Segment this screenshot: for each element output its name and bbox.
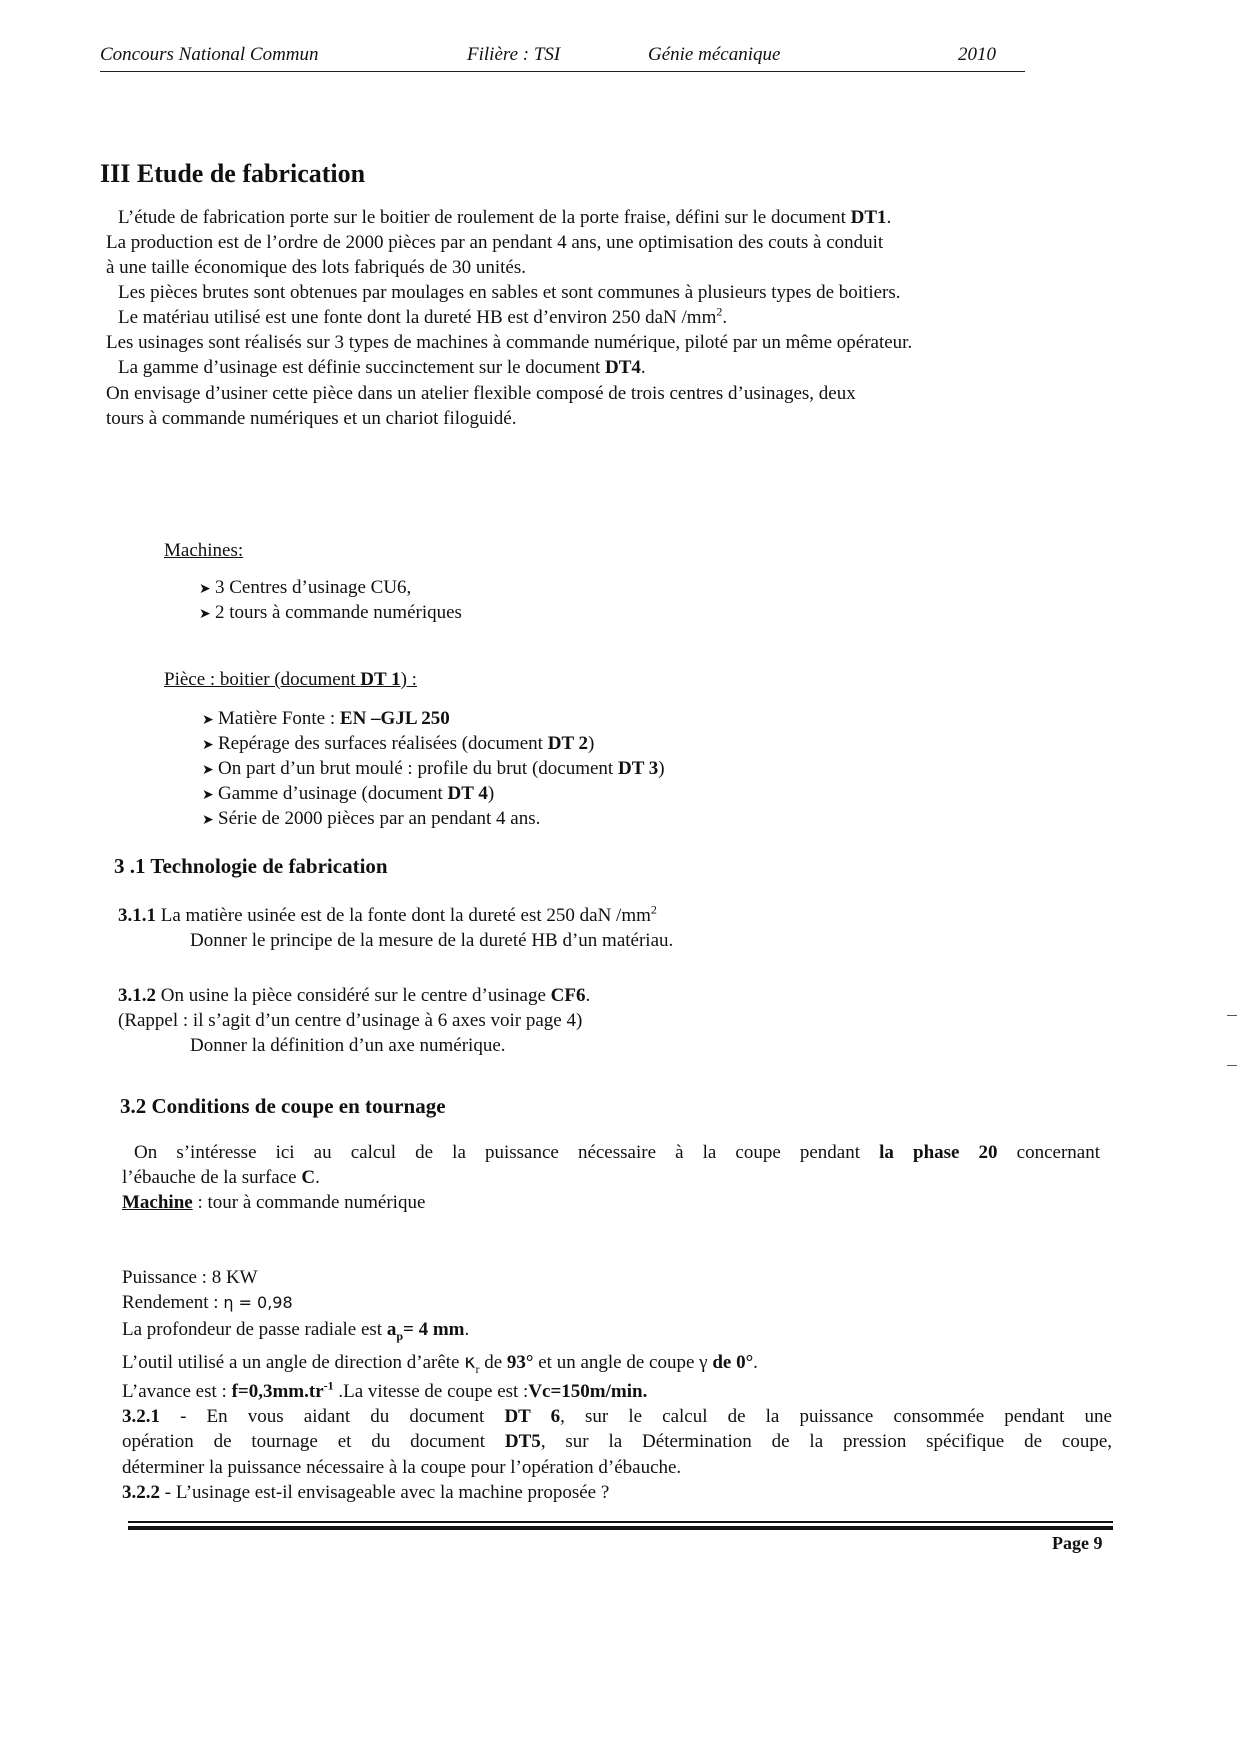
question-line: 3.1.2 On usine la pièce considéré sur le centre d’usinage CF6. [118, 985, 591, 1006]
list-item: ➤ On part d’un brut moulé : profile du brut (document DT 3) [202, 758, 665, 780]
subsection-title-3-1: 3 .1 Technologie de fabrication [114, 854, 388, 878]
intro-line: Les pièces brutes sont obtenues par moulages en sables et sont communes à plusieurs types de boitiers. [118, 282, 901, 304]
question-3-1-1 [118, 903, 1108, 953]
list-item: ➤ 2 tours à commande numériques [199, 602, 462, 624]
question-line: Donner le principe de la mesure de la dureté HB d’un matériau. [190, 930, 674, 952]
intro-line: La production est de l’ordre de 2000 pièces par an pendant 4 ans, une optimisation des couts à conduit [106, 232, 884, 254]
param-power: Puissance : 8 KW [122, 1267, 258, 1288]
question-line: (Rappel : il s’agit d’un centre d’usinage à 6 axes voir page 4) [118, 1010, 583, 1032]
arrow-bullet-icon: ➤ [202, 813, 214, 829]
question-line: déterminer la puissance nécessaire à la coupe pour l’opération d’ébauche. [122, 1456, 682, 1478]
subsection-title-3-2: 3.2 Conditions de coupe en tournage [120, 1094, 446, 1118]
margin-mark [1227, 1065, 1237, 1066]
question-line: 3.1.1 La matière usinée est de la fonte dont la dureté est 250 daN $/mm^2$ [118, 902, 657, 926]
header-filiere: Filière : TSI [467, 44, 561, 65]
footer-rule [128, 1521, 1113, 1523]
list-item: ➤ Matière Fonte : EN –GJL 250 [202, 708, 450, 730]
header-rule [100, 71, 1025, 72]
machine-label: Machine [122, 1192, 193, 1214]
question-3-1-2 [118, 983, 1108, 1058]
param-tool: L’outil utilisé a un angle de direction d’arête $\kappa_r$ de 93° et un angle de coupe γ de 0°. [122, 1351, 758, 1377]
machines-list [199, 575, 1154, 625]
arrow-bullet-icon: ➤ [202, 713, 214, 729]
page-number: Page 9 [1052, 1533, 1103, 1553]
param-efficiency: Rendement : η = 0,98 [122, 1292, 293, 1314]
arrow-bullet-icon: ➤ [202, 738, 214, 754]
page-header [100, 42, 1025, 72]
header-year: 2010 [958, 44, 996, 65]
footer-rule-thick [128, 1526, 1113, 1530]
list-item: ➤ Série de 2000 pièces par an pendant 4 ans. [202, 808, 541, 830]
question-3-2-1: 3.2.1 - En vous aidant du document DT 6, sur le calcul de la puissance consommée pendant une [122, 1406, 1112, 1428]
list-item: ➤ Gamme d’usinage (document DT 4) [202, 783, 495, 805]
intro-line: l’ébauche de la surface C. [122, 1167, 320, 1189]
question-line: Donner la définition d’un axe numérique. [190, 1035, 506, 1057]
section-title: III Etude de fabrication [100, 159, 366, 188]
param-depth: La profondeur de passe radiale est $a_p= 4$ mm. [122, 1319, 470, 1343]
list-item: ➤ 3 Centres d’usinage CU6, [199, 577, 412, 599]
machine-line: Machine : tour à commande numérique [122, 1192, 426, 1214]
intro-line: La gamme d’usinage est définie succinctement sur le document DT4. [118, 357, 646, 379]
piece-list [202, 706, 1154, 831]
header-competition: Concours National Commun [100, 44, 319, 65]
intro-line: tours à commande numériques et un chariot filoguidé. [106, 407, 517, 429]
list-item: ➤ Repérage des surfaces réalisées (document DT 2) [202, 733, 595, 755]
margin-mark [1227, 1015, 1237, 1016]
section-3-2-intro [122, 1140, 1100, 1215]
intro-line: On s’intéresse ici au calcul de la puissance nécessaire à la coupe pendant la phase 20 concernant [134, 1142, 1100, 1163]
machines-title: Machines: [164, 540, 244, 561]
question-line: opération de tournage et du document DT5, sur la Détermination de la pression spécifique de coupe, [122, 1431, 1112, 1453]
arrow-bullet-icon: ➤ [202, 763, 214, 779]
intro-line: Le matériau utilisé est une fonte dont la dureté HB est d’environ 250 daN $/mm^2$. [118, 304, 728, 329]
intro-text [106, 205, 1091, 431]
param-feed: L’avance est : $f=0,3mm.tr^{-1}$ .La vitesse de coupe est :Vc=150m/min. [122, 1378, 648, 1403]
cutting-parameters [122, 1265, 1112, 1505]
arrow-bullet-icon: ➤ [199, 582, 211, 598]
piece-title: Pièce : boitier (document DT 1) : [164, 669, 417, 690]
arrow-bullet-icon: ➤ [199, 607, 211, 623]
intro-line: L’étude de fabrication porte sur le boitier de roulement de la porte fraise, défini sur le document DT1. [118, 207, 892, 228]
machines-block [164, 538, 1154, 625]
intro-line: à une taille économique des lots fabriqués de 30 unités. [106, 257, 526, 279]
header-subject: Génie mécanique [648, 44, 781, 65]
arrow-bullet-icon: ➤ [202, 788, 214, 804]
piece-block [164, 667, 1154, 831]
intro-line: On envisage d’usiner cette pièce dans un atelier flexible composé de trois centres d’usinages, deux [106, 382, 856, 404]
question-3-2-2: 3.2.2 - L’usinage est-il envisageable avec la machine proposée ? [122, 1481, 610, 1503]
intro-line: Les usinages sont réalisés sur 3 types de machines à commande numérique, piloté par un même opérateur. [106, 332, 913, 354]
